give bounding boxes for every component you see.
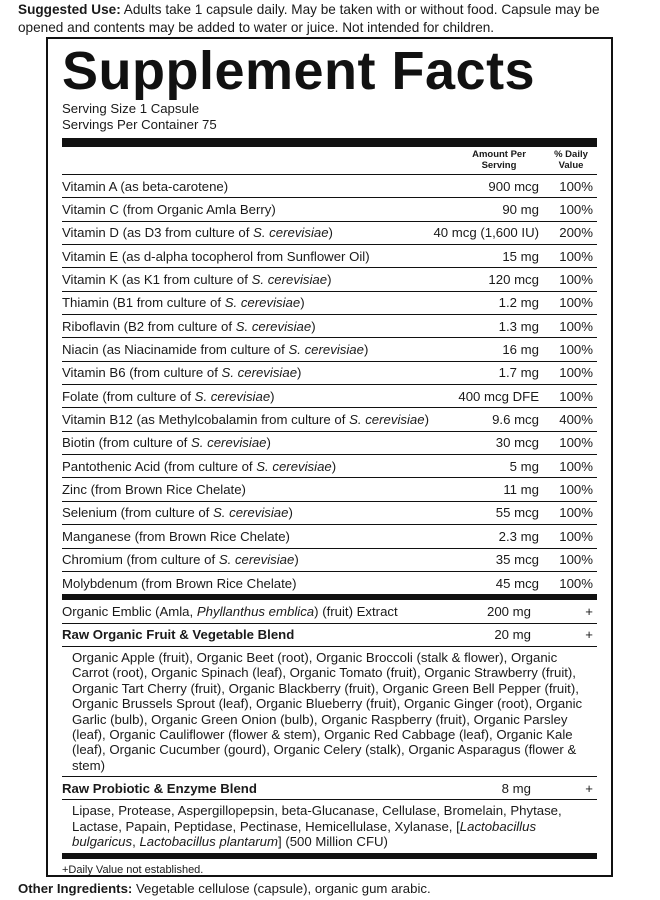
nutrient-daily-value: 100% xyxy=(559,435,593,451)
nutrient-daily-value: 100% xyxy=(559,342,593,358)
nutrient-daily-value: 100% xyxy=(559,318,593,334)
daily-value-header: % Daily Value xyxy=(554,149,588,171)
probiotic-blend-row xyxy=(62,777,597,800)
nutrient-row xyxy=(62,175,597,198)
nutrient-name: Riboflavin (B2 from culture of S. cerevisiae) xyxy=(62,318,316,334)
supplement-facts-panel xyxy=(46,37,613,877)
nutrient-daily-value: 100% xyxy=(559,458,593,474)
nutrient-amount: 11 mg xyxy=(503,482,539,498)
fruit-blend-ingredients: Organic Apple (fruit), Organic Beet (root), Organic Broccoli (stalk & flower), Organic Carrot (root), Organic Spinach (leaf), Organic Tomato (fruit), Organic Strawberry (fruit), Organic Tart Cherry (fruit), Organic Blackberry (fruit), Organic Green Bell Pepper (fruit), Organic Brussels Sprout (leaf), Organic Blueberry (fruit), Organic Ginger (root), Organic Garlic (bulb), Organic Green Onion (bulb), Organic Raspberry (fruit), Organic Parsley (leaf), Organic Cauliflower (flower & stem), Organic Red Cabbage (leaf), Organic Kale (leaf), Organic Cucumber (gourd), Organic Celery (stalk), Organic Asparagus (flower & stem) xyxy=(62,647,597,777)
emblic-row xyxy=(62,600,597,623)
nutrient-name: Vitamin K (as K1 from culture of S. cerevisiae) xyxy=(62,272,332,288)
emblic-amount: 200 mg xyxy=(487,603,531,619)
nutrient-name: Vitamin C (from Organic Amla Berry) xyxy=(62,202,276,218)
nutrient-row xyxy=(62,502,597,525)
nutrient-amount: 1.7 mg xyxy=(498,365,539,381)
nutrient-daily-value: 400% xyxy=(559,412,593,428)
nutrient-name: Molybdenum (from Brown Rice Chelate) xyxy=(62,575,297,591)
nutrient-row xyxy=(62,478,597,501)
serving-size: Serving Size 1 Capsule xyxy=(62,101,200,116)
probiotic-blend-amount: 8 mg xyxy=(501,780,531,796)
nutrient-name: Biotin (from culture of S. cerevisiae) xyxy=(62,435,271,451)
probiotic-blend-dv: + xyxy=(585,780,593,796)
nutrient-name: Niacin (as Niacinamide from culture of S. cerevisiae) xyxy=(62,342,369,358)
nutrient-row xyxy=(62,525,597,548)
nutrient-row xyxy=(62,455,597,478)
fruit-blend-name: Raw Organic Fruit & Vegetable Blend xyxy=(62,627,295,643)
nutrient-amount: 45 mcg xyxy=(495,575,539,591)
nutrient-amount: 900 mcg xyxy=(488,178,539,194)
nutrient-row xyxy=(62,408,597,431)
nutrient-row xyxy=(62,222,597,245)
nutrient-amount: 35 mcg xyxy=(495,552,539,568)
other-ingredients xyxy=(18,881,431,897)
nutrient-amount: 1.3 mg xyxy=(498,318,539,334)
nutrient-row xyxy=(62,315,597,338)
fruit-blend-row xyxy=(62,624,597,647)
nutrient-name: Chromium (from culture of S. cerevisiae) xyxy=(62,552,299,568)
nutrient-amount: 400 mcg DFE xyxy=(458,388,539,404)
fruit-blend-amount: 20 mg xyxy=(494,627,531,643)
nutrient-row xyxy=(62,268,597,291)
amount-header: Amount Per Serving xyxy=(472,149,526,171)
nutrient-daily-value: 100% xyxy=(559,552,593,568)
other-ingredients-text: Vegetable cellulose (capsule), organic gum arabic. xyxy=(132,881,431,896)
nutrient-name: Vitamin E (as d-alpha tocopherol from Sunflower Oil) xyxy=(62,248,370,264)
nutrient-amount: 55 mcg xyxy=(495,505,539,521)
nutrient-daily-value: 100% xyxy=(559,248,593,264)
thick-divider xyxy=(62,138,597,147)
nutrient-amount: 40 mcg (1,600 IU) xyxy=(433,225,539,241)
nutrient-daily-value: 100% xyxy=(559,575,593,591)
nutrient-row xyxy=(62,292,597,315)
nutrient-amount: 30 mcg xyxy=(495,435,539,451)
nutrient-amount: 1.2 mg xyxy=(498,295,539,311)
suggested-use-text: Adults take 1 capsule daily. May be taken with or without food. Capsule may be opened and contents may be added to water or juice. Not intended for children. xyxy=(18,2,600,35)
probiotic-blend-name: Raw Probiotic & Enzyme Blend xyxy=(62,780,257,796)
fruit-blend-dv: + xyxy=(585,627,593,643)
nutrient-amount: 16 mg xyxy=(502,342,539,358)
nutrient-name: Manganese (from Brown Rice Chelate) xyxy=(62,528,290,544)
nutrient-daily-value: 100% xyxy=(559,365,593,381)
other-ingredients-label: Other Ingredients: xyxy=(18,881,133,896)
nutrient-name: Selenium (from culture of S. cerevisiae) xyxy=(62,505,293,521)
probiotic-blend-ingredients: Lipase, Protease, Aspergillopepsin, beta-Glucanase, Cellulase, Bromelain, Phytase, Lactase, Papain, Peptidase, Pectinase, Hemicellulase, Xylanase, [Lactobacillus bulgaricus, Lactobacillus plantarum] (500 Million CFU) xyxy=(62,800,597,853)
suggested-use xyxy=(18,1,643,37)
nutrient-daily-value: 100% xyxy=(559,505,593,521)
nutrient-row xyxy=(62,432,597,455)
nutrient-row xyxy=(62,338,597,361)
nutrient-daily-value: 100% xyxy=(559,202,593,218)
nutrient-row xyxy=(62,385,597,408)
nutrient-daily-value: 100% xyxy=(559,272,593,288)
nutrient-row xyxy=(62,198,597,221)
nutrient-row xyxy=(62,549,597,572)
nutrient-amount: 2.3 mg xyxy=(498,528,539,544)
nutrient-amount: 9.6 mcg xyxy=(492,412,539,428)
nutrient-name: Vitamin B12 (as Methylcobalamin from culture of S. cerevisiae) xyxy=(62,412,429,428)
nutrient-row xyxy=(62,362,597,385)
servings-per-container: Servings Per Container 75 xyxy=(62,117,217,132)
nutrient-amount: 120 mcg xyxy=(488,272,539,288)
emblic-name: Organic Emblic (Amla, Phyllanthus emblica) (fruit) Extract xyxy=(62,603,398,619)
nutrient-amount: 5 mg xyxy=(509,458,539,474)
nutrient-daily-value: 100% xyxy=(559,388,593,404)
nutrient-row xyxy=(62,245,597,268)
nutrient-amount: 15 mg xyxy=(502,248,539,264)
nutrient-daily-value: 100% xyxy=(559,295,593,311)
nutrient-daily-value: 100% xyxy=(559,528,593,544)
nutrient-row xyxy=(62,572,597,595)
nutrient-name: Vitamin B6 (from culture of S. cerevisiae) xyxy=(62,365,302,381)
nutrient-daily-value: 200% xyxy=(559,225,593,241)
nutrient-name: Pantothenic Acid (from culture of S. cerevisiae) xyxy=(62,458,337,474)
nutrient-name: Thiamin (B1 from culture of S. cerevisiae) xyxy=(62,295,305,311)
panel-title: Supplement Facts xyxy=(62,41,536,101)
nutrient-name: Vitamin A (as beta-carotene) xyxy=(62,178,229,194)
column-header xyxy=(62,147,597,175)
suggested-use-label: Suggested Use: xyxy=(18,2,121,17)
nutrient-name: Folate (from culture of S. cerevisiae) xyxy=(62,388,275,404)
emblic-dv: + xyxy=(585,603,593,619)
nutrient-amount: 90 mg xyxy=(502,202,539,218)
nutrient-name: Vitamin D (as D3 from culture of S. cerevisiae) xyxy=(62,225,333,241)
nutrient-list xyxy=(62,175,597,595)
nutrient-name: Zinc (from Brown Rice Chelate) xyxy=(62,482,246,498)
nutrient-daily-value: 100% xyxy=(559,482,593,498)
nutrient-daily-value: 100% xyxy=(559,178,593,194)
footnote: +Daily Value not established. xyxy=(62,863,204,876)
